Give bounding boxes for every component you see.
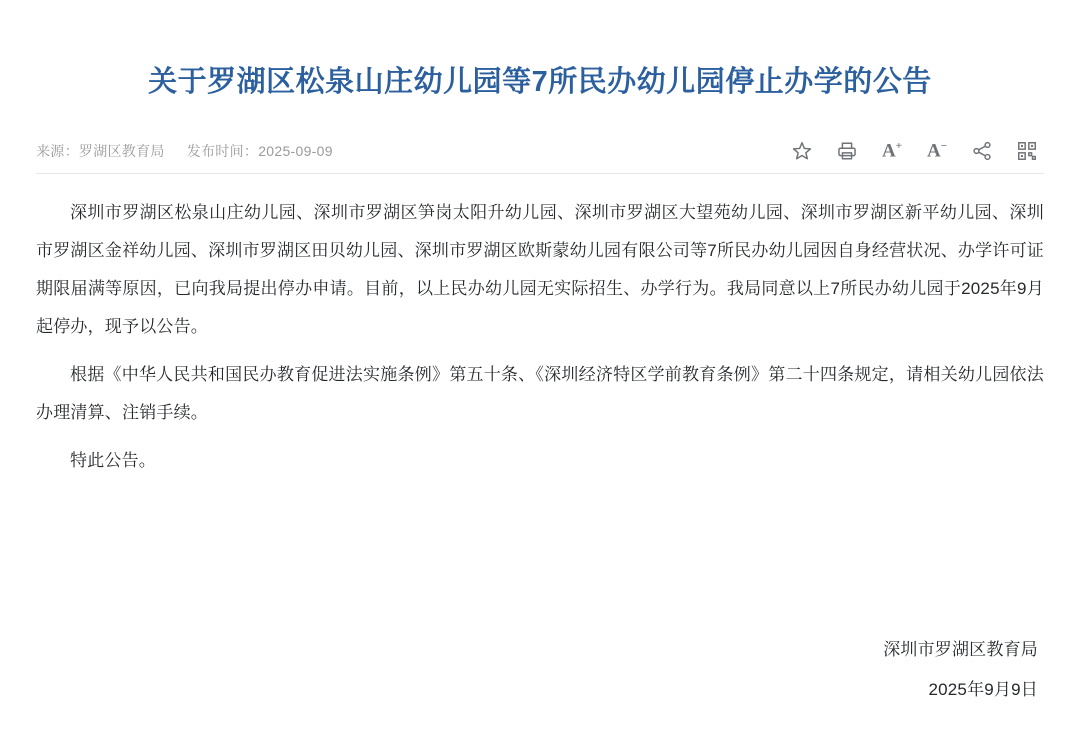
article-publish-time: 发布时间：2025-09-09 (186, 142, 333, 159)
article-body (36, 174, 1044, 710)
font-increase-sup: + (895, 139, 902, 152)
font-increase-button[interactable] (879, 138, 905, 164)
article-paragraph: 根据《中华人民共和国民办教育促进法实施条例》第五十条、《深圳经济特区学前教育条例》第二十四条规定，请相关幼儿园依法办理清算、注销手续。 (36, 365, 1044, 422)
article-paragraph: 深圳市罗湖区松泉山庄幼儿园、深圳市罗湖区笋岗太阳升幼儿园、深圳市罗湖区大望苑幼儿园、深圳市罗湖区新平幼儿园、深圳市罗湖区金祥幼儿园、深圳市罗湖区田贝幼儿园、深圳市罗湖区欧斯蒙幼儿园有限公司等7所民办幼儿园因自身经营状况、办学许可证期限届满等原因，已向我局提出停办申请。目前，以上民办幼儿园无实际招生、办学行为。我局同意以上7所民办幼儿园于2025年9月起停办，现予以公告。 (36, 203, 1044, 336)
article-source: 来源：罗湖区教育局 (36, 142, 165, 159)
font-decrease-label: A (926, 140, 941, 162)
article-toolbar (789, 138, 1040, 164)
star-icon[interactable] (789, 138, 815, 164)
meta-info (36, 141, 333, 161)
font-decrease-button[interactable] (924, 138, 950, 164)
share-icon[interactable] (969, 138, 995, 164)
signature-organization: 深圳市罗湖区教育局 (883, 640, 1038, 659)
article-paragraph: 特此公告。 (70, 451, 156, 470)
signature-block (36, 630, 1044, 710)
qrcode-icon[interactable] (1014, 138, 1040, 164)
meta-bar (36, 128, 1044, 174)
font-decrease-sup: − (940, 139, 947, 152)
page-title: 关于罗湖区松泉山庄幼儿园等7所民办幼儿园停止办学的公告 (148, 66, 932, 98)
signature-date: 2025年9月9日 (928, 680, 1038, 699)
printer-icon[interactable] (834, 138, 860, 164)
font-increase-label: A (881, 140, 896, 162)
